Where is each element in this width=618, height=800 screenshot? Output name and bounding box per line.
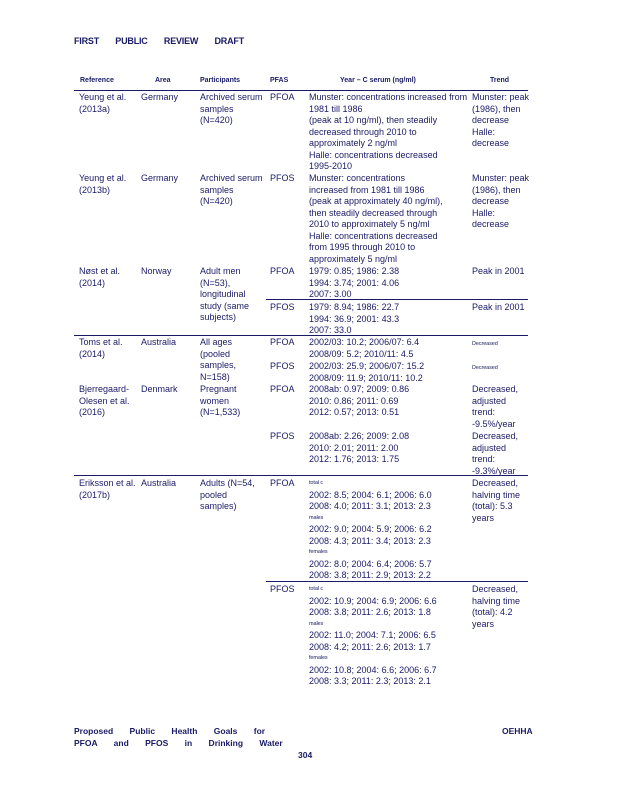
ref-cell: Yeung et al. (2013a) [79, 92, 127, 114]
pfas-cell: PFOA [270, 92, 295, 102]
col-header-year: Year – C serum (ng/ml) [340, 77, 416, 84]
col-header-pfas: PFAS [270, 77, 289, 84]
pfas-cell: PFOA [270, 337, 295, 347]
pfas-cell: PFOS [270, 431, 295, 441]
ref-cell: Nøst et al. (2014) [79, 266, 121, 288]
pfas-cell: PFOS [270, 361, 295, 371]
ref-cell: Bjerregaard-Olesen et al. (2016) [79, 384, 130, 417]
participants-cell: Archived serum samples (N=420) [200, 173, 263, 206]
area-cell: Australia [141, 337, 177, 347]
trend-cell: Munster: peak (1986), then decrease Halle: decrease [472, 173, 530, 229]
participants-cell: Adult men (N=53), longitudinal study (same subjects) [200, 266, 250, 322]
ref-cell: Yeung et al. (2013b) [79, 173, 127, 195]
sub-row-rule [266, 299, 528, 300]
trend-cell: Decreased [472, 365, 498, 371]
area-cell: Norway [141, 266, 172, 276]
trend-cell: Peak in 2001 [472, 266, 525, 276]
area-cell: Germany [141, 92, 179, 102]
footer-agency: OEHHA [502, 726, 533, 736]
trend-cell: Decreased, halving time (total): 5.3 years [472, 478, 521, 523]
trend-cell: Peak in 2001 [472, 302, 525, 312]
participants-cell: Pregnant women (N=1,533) [200, 384, 241, 417]
year-cell: 2002/03: 25.9; 2006/07: 15.2 2008/09: 11.9; 2010/11: 10.2 [309, 361, 425, 383]
col-header-participants: Participants [200, 77, 241, 84]
year-cell: 2008ab: 2.26; 2009: 2.08 2010: 2.01; 2011: 2.00 2012: 1.76; 2013: 1.75 [309, 431, 410, 464]
participants-cell: Archived serum samples (N=420) [200, 92, 263, 125]
sub-row-rule [266, 581, 528, 582]
ref-cell: Toms et al. (2014) [79, 337, 123, 359]
col-header-trend: Trend [490, 77, 510, 84]
pfas-cell: PFOS [270, 302, 295, 312]
trend-cell: Decreased, adjusted trend: -9.5%/year [472, 384, 519, 429]
year-cell: 2002/03: 10.2; 2006/07: 6.4 2008/09: 5.2; 2010/11: 4.5 [309, 337, 420, 359]
header-rule [74, 90, 528, 91]
pfas-cell: PFOA [270, 478, 295, 488]
year-cell: Munster: concentrations increased from 1981 till 1986 (peak at 10 ng/ml), then steadily decreased through 2010 to approximately 2 ng/ml Halle: concentrations decreased 1995-2010 [309, 92, 468, 171]
year-cell: 2008ab: 0.97; 2009: 0.86 2010: 0.86; 2011: 0.69 2012: 0.57; 2013: 0.51 [309, 384, 410, 417]
year-cell: total c 2002: 10.9; 2004: 6.9; 2006: 6.6 2008: 3.8; 2011: 2.6; 2013: 1.8 males 2002: 11.0; 2004: 7.1; 2006: 6.5 2008: 4.2; 2011: 2.6; 2013: 1.7 females 2002: 10.8; 2004: 6.6; 2006: 6.7 2008: 3.3; 2011: 2.3; 2013: 2.1 [309, 586, 437, 686]
year-cell: 1979: 8.94; 1986: 22.7 1994: 36.9; 2001: 43.3 2007: 33.0 [309, 302, 400, 335]
trend-cell: Decreased, adjusted trend: -9.3%/year [472, 431, 519, 476]
participants-cell: All ages (pooled samples, N=158) [200, 337, 237, 382]
trend-cell: Decreased [472, 341, 498, 347]
row-rule [74, 335, 528, 336]
col-header-area: Area [155, 77, 171, 84]
area-cell: Germany [141, 173, 179, 183]
row-rule [74, 475, 528, 476]
pfas-cell: PFOS [270, 584, 295, 594]
pfas-cell: PFOA [270, 266, 295, 276]
year-cell: 1979: 0.85; 1986: 2.38 1994: 3.74; 2001: 4.06 2007: 3.00 [309, 266, 400, 299]
page-number: 304 [298, 750, 313, 760]
year-cell: total c 2002: 8.5; 2004: 6.1; 2006: 6.0 2008: 4.0; 2011: 3.1; 2013: 2.3 males 2002: 9.0; 2004: 5.9; 2006: 6.2 2008: 4.3; 2011: 3.4; 2013: 2.3 females 2002: 8.0; 2004: 6.4; 2006: 5.7 2008: 3.8; 2011: 2.9; 2013: 2.2 [309, 480, 432, 580]
participants-cell: Adults (N=54, pooled samples) [200, 478, 255, 511]
area-cell: Australia [141, 478, 177, 488]
area-cell: Denmark [141, 384, 178, 394]
ref-cell: Eriksson et al. (2017b) [79, 478, 136, 500]
footer-title-line1: Proposed Public Health Goals for [74, 726, 266, 736]
year-cell: Munster: concentrations increased from 1981 till 1986 (peak at approximately 40 ng/ml), then steadily decreased through 2010 to approximately 5 ng/ml Halle: concentrations decreased from 1995 through 2010 to approximately 5 ng/ml [309, 173, 443, 264]
draft-header: FIRST PUBLIC REVIEW DRAFT [74, 36, 244, 46]
col-header-reference: Reference [80, 77, 114, 84]
trend-cell: Munster: peak (1986), then decrease Halle: decrease [472, 92, 530, 148]
trend-cell: Decreased, halving time (total): 4.2 years [472, 584, 521, 629]
pfas-cell: PFOA [270, 384, 295, 394]
footer-title-line2: PFOA and PFOS in Drinking Water [74, 738, 283, 748]
pfas-cell: PFOS [270, 173, 295, 183]
